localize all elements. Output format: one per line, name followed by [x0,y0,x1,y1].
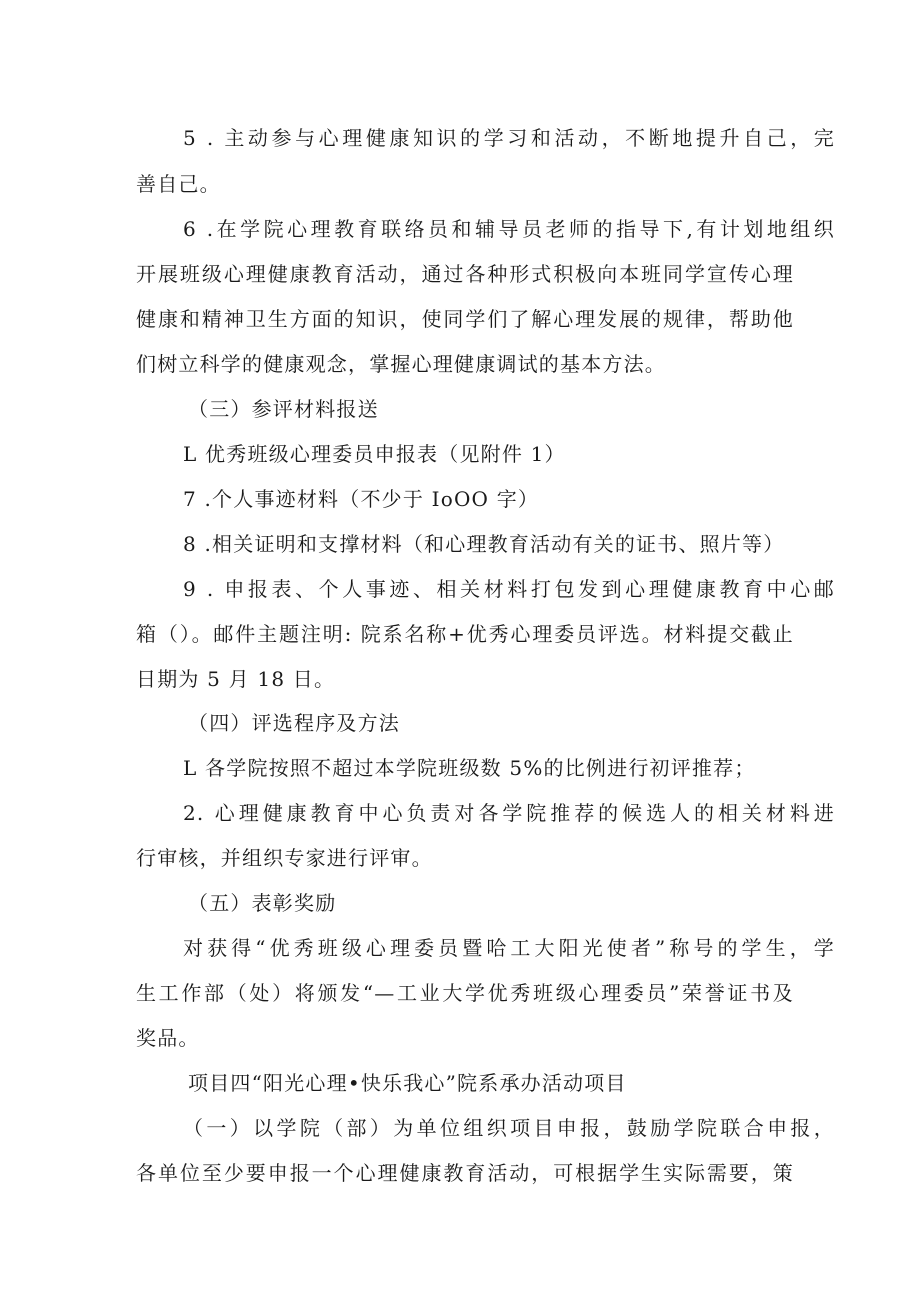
paragraph-line: （一）以学院（部）为单位组织项目申报，鼓励学院联合申报， [183,1116,835,1140]
paragraph-line: 日期为 5 月 18 日。 [136,667,336,691]
list-item: 9 . 申报表、个人事迹、相关材料打包发到心理健康教育中心邮 [183,577,835,601]
list-item: 7 .个人事迹材料（不少于 IoOO 字） [183,487,540,511]
section-heading: （三）参评材料报送 [188,397,379,421]
paragraph-line: 行审核，并组织专家进行评审。 [136,846,433,870]
project-heading: 项目四“阳光心理•快乐我心”院系承办活动项目 [188,1071,627,1095]
section-heading: （五）表彰奖励 [188,891,337,915]
paragraph-line: 开展班级心理健康教育活动，通过各种形式积极向本班同学宣传心理 [136,262,794,286]
paragraph-line: 箱（）。邮件主题注明: 院系名称+优秀心理委员评选。材料提交截止 [136,622,794,646]
list-item: 2. 心理健康教育中心负责对各学院推荐的候选人的相关材料进 [183,801,835,825]
paragraph-line: 对获得“优秀班级心理委员暨哈工大阳光使者”称号的学生，学 [183,936,835,960]
paragraph-line: 5 . 主动参与心理健康知识的学习和活动，不断地提升自己，完 [183,126,835,150]
paragraph-line: 们树立科学的健康观念，掌握心理健康调试的基本方法。 [136,352,666,376]
section-heading: （四）评选程序及方法 [188,711,400,735]
list-item: L 优秀班级心理委员申报表（见附件 1） [183,442,566,466]
paragraph-line: 各单位至少要申报一个心理健康教育活动，可根据学生实际需要，策 [136,1161,794,1185]
paragraph-line: 奖品。 [136,1026,200,1050]
list-item: L 各学院按照不超过本学院班级数 5%的比例进行初评推荐； [183,756,756,780]
list-item: 8 .相关证明和支撑材料（和心理教育活动有关的证书、照片等） [183,532,785,556]
paragraph-line: 健康和精神卫生方面的知识，使同学们了解心理发展的规律，帮助他 [136,307,794,331]
paragraph-line: 6 .在学院心理教育联络员和辅导员老师的指导下,有计划地组织 [183,217,835,241]
paragraph-line: 生工作部（处）将颁发“—工业大学优秀班级心理委员”荣誉证书及 [136,981,794,1005]
paragraph-line: 善自己。 [136,172,221,196]
